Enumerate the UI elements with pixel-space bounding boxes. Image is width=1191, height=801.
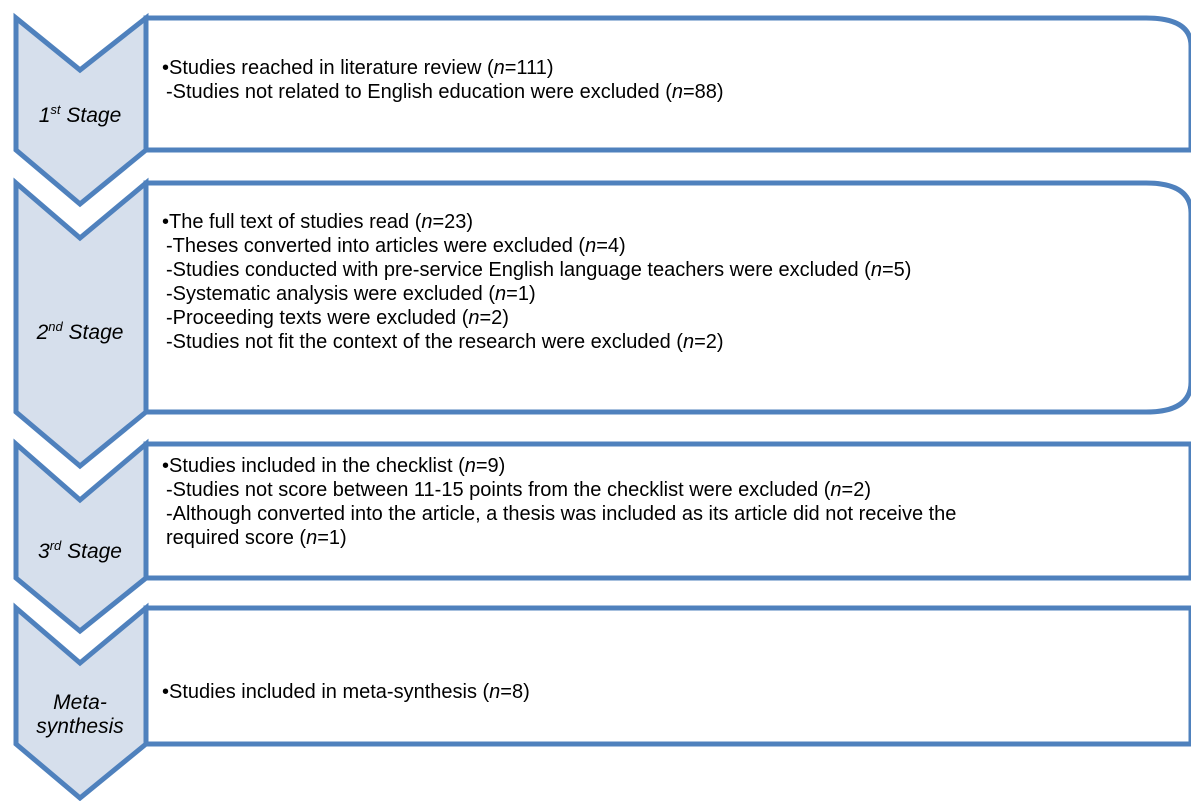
bullet-icon: • [162,455,170,477]
stage-1-bullet-n-symbol: n [493,57,505,79]
stage-2-bullet [162,210,911,234]
bullet-icon: • [162,211,170,233]
stage-3-item-1-count: =2) [841,479,872,501]
stage-4-bullet-count: =8) [500,681,530,703]
stage-3-label-number: 3 [38,540,50,563]
stage-1-item-1-text: -Studies not related to English education were excluded ( [166,81,672,103]
stage-2-item-4 [166,306,911,330]
stage-2-item-4-n-symbol: n [468,307,480,329]
stage-2-label-number: 2 [36,321,49,344]
stage-3-item-3 [166,526,956,550]
stage-2-item-5 [166,330,911,354]
stage-2-item-3 [166,282,911,306]
stage-2-item-4-text: -Proceeding texts were excluded ( [166,307,469,329]
stage-1-item-1-count: =88) [682,81,724,103]
stage-2-label-text: Stage [62,321,124,344]
stage-3-label [20,540,140,564]
stage-1-item-1 [166,80,724,104]
stage-2-bullet-n-symbol: n [421,211,433,233]
stage-2-item-3-count: =1) [506,283,536,305]
stage-1-label-text: Stage [60,104,122,127]
stage-3-bullet-count: =9) [475,455,506,477]
stage-4-bullet-n-symbol: n [489,681,501,703]
stage-2-item-2-text: -Studies conducted with pre-service English language teachers were excluded ( [166,259,871,281]
stage-3-item-1-text: -Studies not score between 11-15 points from the checklist were excluded ( [166,479,831,501]
stage-4-text [162,680,530,704]
stage-4-bullet [162,680,530,704]
bullet-icon: • [162,681,170,703]
stage-3-bullet [162,454,956,478]
stage-2-item-2-count: =5) [881,259,912,281]
stage-2-item-4-count: =2) [479,307,509,329]
stage-2-item-1-n-symbol: n [585,235,597,257]
stage-2-label [20,321,140,345]
stage-1-bullet [162,56,724,80]
stage-1-bullet-count: =111) [504,57,554,79]
stage-4-label-line1: Meta- [53,691,107,714]
stage-2-item-5-text: -Studies not fit the context of the research were excluded ( [166,331,683,353]
stage-1-label-number: 1 [38,104,51,127]
stage-1-label-suffix: st [50,102,61,117]
stage-3-item-1-n-symbol: n [830,479,842,501]
stage-3-bullet-text: Studies included in the checklist ( [169,455,465,477]
stage-3-label-suffix: rd [49,538,62,553]
stage-3-item-3-text: required score ( [166,527,307,549]
stage-3-label-text: Stage [61,540,122,563]
stage-3-item-3-n-symbol: n [306,527,318,549]
stage-2-item-5-count: =2) [694,331,724,353]
stage-2-label-suffix: nd [48,319,63,334]
stage-4-box [146,608,1191,744]
stage-3-chevron [16,444,146,631]
stage-1-text [162,56,724,104]
stage-3-text [162,454,956,550]
stage-1-label [20,104,140,128]
stage-3-item-2-text: -Although converted into the article, a thesis was included as its article did not receive the [166,503,957,525]
stage-2-bullet-text: The full text of studies read ( [169,211,422,233]
stage-4-bullet-text: Studies included in meta-synthesis ( [169,681,490,703]
stage-1-item-1-n-symbol: n [671,81,683,103]
stage-2-text [162,210,911,354]
stage-2-item-2 [166,258,911,282]
stage-2-item-1-count: =4) [596,235,626,257]
stage-1-bullet-text: Studies reached in literature review ( [169,57,494,79]
stage-3-item-1 [166,478,956,502]
stage-2-item-3-text: -Systematic analysis were excluded ( [166,283,496,305]
stage-3-item-3-count: =1) [317,527,347,549]
stage-2-item-1 [166,234,911,258]
stage-2-item-1-text: -Theses converted into articles were excluded ( [166,235,586,257]
bullet-icon: • [162,57,170,79]
stage-4-label-line2: synthesis [36,715,124,738]
stage-2-item-2-n-symbol: n [870,259,882,281]
stage-2-item-5-n-symbol: n [682,331,695,353]
stage-3-bullet-n-symbol: n [464,455,476,477]
stage-2-item-3-n-symbol: n [495,283,507,305]
stage-2-bullet-count: =23) [432,211,474,233]
stage-3-item-2 [166,502,956,526]
stage-4-label [20,691,140,739]
